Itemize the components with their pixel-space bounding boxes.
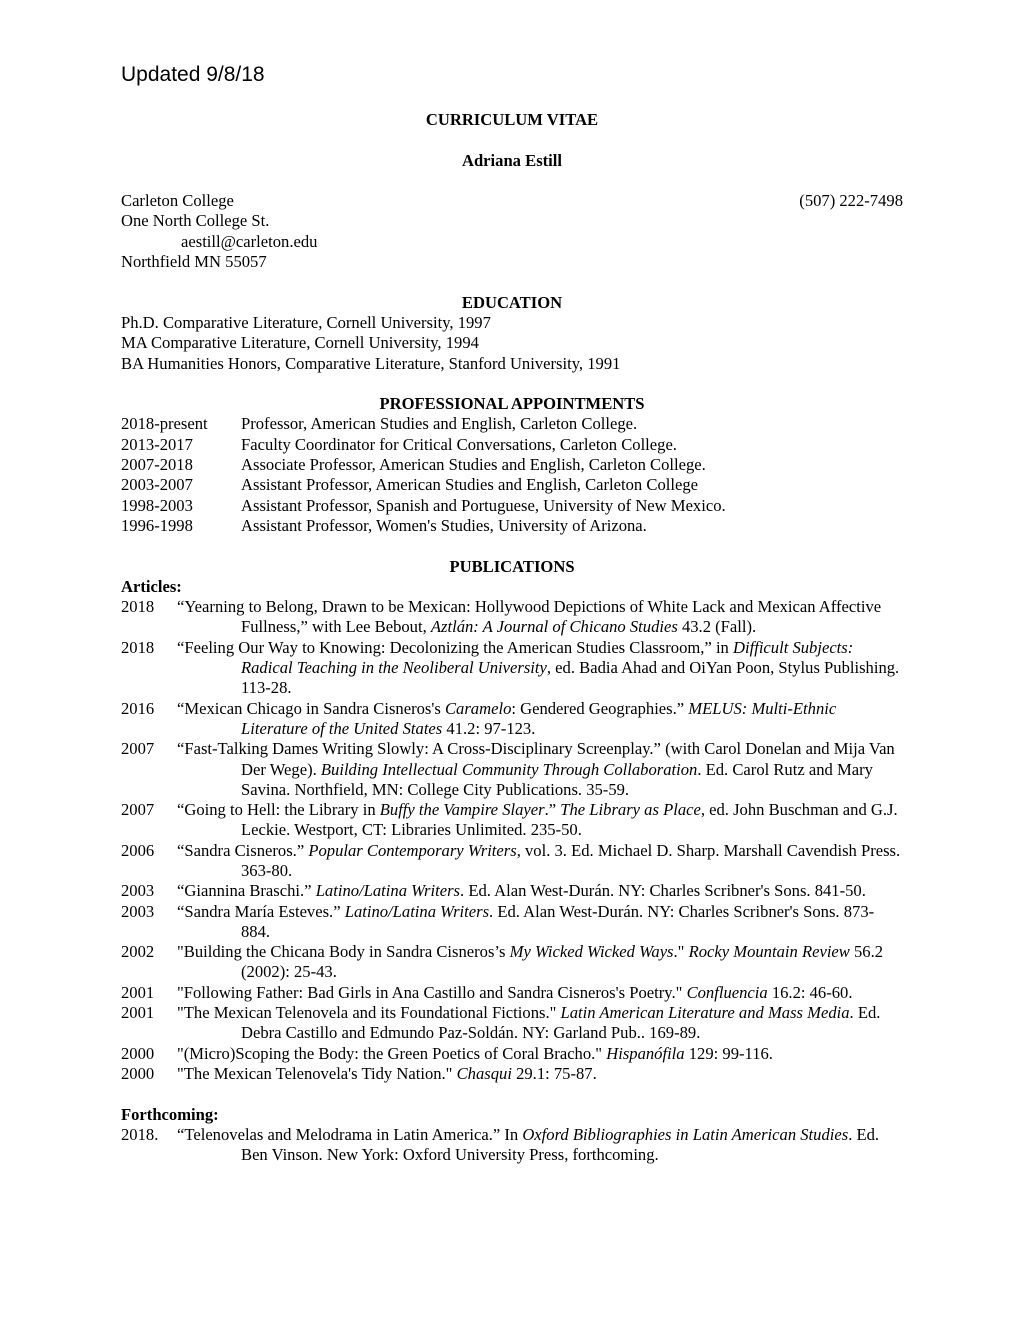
publication-year: 2007	[121, 739, 155, 759]
street-address: One North College St.	[121, 211, 270, 231]
publication-text: 41.2: 97-123.	[442, 718, 536, 738]
publication-venue: Chasqui	[456, 1063, 512, 1083]
forthcoming-label: Forthcoming:	[121, 1104, 219, 1124]
updated-date: Updated 9/8/18	[121, 63, 265, 86]
publication-text: .”	[544, 800, 561, 820]
publication-text: ."	[673, 942, 689, 962]
phone-number: (507) 222-7498	[799, 191, 903, 211]
appointment-row	[121, 496, 903, 516]
publication-venue: Popular Contemporary Writers	[308, 840, 517, 860]
appointment-description: Faculty Coordinator for Critical Conversations, Carleton College.	[241, 434, 677, 454]
publication-venue: Latin American Literature and Mass Media	[560, 1003, 850, 1023]
publication-text: : Gendered Geographies.”	[511, 698, 689, 718]
publication-year: 2000	[121, 1043, 155, 1063]
appointment-description: Professor, American Studies and English, Carleton College.	[241, 414, 638, 434]
publications-heading: PUBLICATIONS	[449, 556, 575, 576]
publication-entry	[121, 902, 903, 943]
publication-text: “Sandra María Esteves.”	[177, 901, 345, 921]
publication-text: , vol. 3. Ed. Michael D. Sharp. Marshall Cavendish Press. 363-80.	[241, 840, 901, 880]
document-title: CURRICULUM VITAE	[425, 110, 599, 129]
appointment-row	[121, 516, 903, 536]
publication-text: , ed. Badia Ahad and OiYan Poon, Stylus Publishing. 113-28.	[241, 658, 900, 698]
education-item: BA Humanities Honors, Comparative Literature, Stanford University, 1991	[121, 353, 621, 373]
publication-text: . Ed. Alan West-Durán. NY: Charles Scribner's Sons. 841-50.	[460, 881, 866, 901]
education-item: MA Comparative Literature, Cornell University, 1994	[121, 333, 479, 353]
publication-venue: My Wicked Wicked Ways	[509, 942, 674, 962]
education-list	[121, 313, 903, 374]
forthcoming-list	[121, 1125, 903, 1166]
publication-year: 2003	[121, 901, 155, 921]
publication-venue: Latino/Latina Writers	[315, 881, 461, 901]
publication-text: “Mexican Chicago in Sandra Cisneros's	[177, 698, 445, 718]
publication-text: 29.1: 75-87.	[511, 1063, 597, 1083]
publication-text: 16.2: 46-60.	[767, 982, 853, 1002]
publication-text: 129: 99-116.	[684, 1043, 773, 1063]
email-address: aestill@carleton.edu	[181, 231, 318, 251]
cv-document	[121, 110, 903, 1165]
publication-text: , ed. John Buschman and G.J. Leckie. Westport, CT: Libraries Unlimited. 235-50.	[241, 800, 898, 840]
appointment-years: 2007-2018	[121, 455, 193, 475]
publication-entry	[121, 942, 903, 983]
publication-entry	[121, 739, 903, 800]
articles-label: Articles:	[121, 576, 182, 596]
publication-year: 2007	[121, 800, 155, 820]
publication-year: 2001	[121, 982, 155, 1002]
publication-text: “Going to Hell: the Library in	[177, 800, 380, 820]
publication-entry	[121, 1125, 903, 1166]
publication-text: “Telenovelas and Melodrama in Latin America.” In	[177, 1124, 523, 1144]
appointment-row	[121, 455, 903, 475]
publication-text: "The Mexican Telenovela's Tidy Nation."	[177, 1063, 457, 1083]
publication-text: “Giannina Braschi.”	[177, 881, 316, 901]
appointment-description: Associate Professor, American Studies and English, Carleton College.	[241, 455, 706, 475]
publication-entry	[121, 1003, 903, 1044]
publication-text: “Sandra Cisneros.”	[177, 840, 309, 860]
publication-text: “Fast-Talking Dames Writing Slowly: A Cross-Disciplinary Screenplay.” (with Carol Donelan and Mija Van Der Wege).	[177, 739, 895, 779]
publication-venue: Difficult Subjects: Radical Teaching in the Neoliberal University	[241, 637, 854, 678]
author-name: Adriana Estill	[461, 150, 563, 170]
appointments-list	[121, 414, 903, 536]
publication-entry	[121, 638, 903, 699]
publication-entry	[121, 597, 903, 638]
publication-text: . Ed. Alan West-Durán. NY: Charles Scribner's Sons. 873-884.	[241, 901, 875, 941]
publication-text: "(Micro)Scoping the Body: the Green Poetics of Coral Bracho."	[177, 1043, 607, 1063]
education-item: Ph.D. Comparative Literature, Cornell University, 1997	[121, 312, 491, 332]
publication-venue: MELUS: Multi-Ethnic Literature of the United States	[241, 698, 837, 738]
publication-text: "Following Father: Bad Girls in Ana Castillo and Sandra Cisneros's Poetry."	[177, 982, 687, 1002]
publication-venue: Building Intellectual Community Through Collaboration	[320, 759, 698, 779]
appointment-years: 1998-2003	[121, 495, 193, 515]
publication-year: 2018	[121, 597, 155, 617]
contact-block	[121, 191, 903, 272]
appointment-description: Assistant Professor, Women's Studies, University of Arizona.	[241, 515, 647, 535]
publication-text: “Feeling Our Way to Knowing: Decolonizing the American Studies Classroom,” in	[177, 637, 733, 657]
publication-venue: Caramelo	[444, 698, 512, 718]
appointment-row	[121, 435, 903, 455]
publication-venue: Latino/Latina Writers	[344, 901, 490, 921]
publication-entry	[121, 1064, 903, 1084]
publication-year: 2016	[121, 698, 155, 718]
publication-entry	[121, 841, 903, 882]
publication-year: 2003	[121, 881, 155, 901]
appointment-description: Assistant Professor, Spanish and Portuguese, University of New Mexico.	[241, 495, 726, 515]
appointment-years: 2003-2007	[121, 475, 193, 495]
appointment-row	[121, 475, 903, 495]
appointment-years: 1996-1998	[121, 515, 193, 535]
publication-text: . Ed. Carol Rutz and Mary Savina. Northfield, MN: College City Publications. 35-59.	[241, 759, 873, 799]
publication-text: "The Mexican Telenovela and its Foundational Fictions."	[177, 1003, 561, 1023]
publication-venue: Buffy the Vampire Slayer	[379, 800, 545, 820]
publication-text: "Building the Chicana Body in Sandra Cisneros’s	[177, 942, 510, 962]
publication-entry	[121, 800, 903, 841]
appointment-description: Assistant Professor, American Studies and English, Carleton College	[241, 475, 698, 495]
publication-year: 2018	[121, 637, 155, 657]
publication-text: “Yearning to Belong, Drawn to be Mexican: Hollywood Depictions of White Lack and Mexican Affective Fullness,” with Lee Bebout,	[177, 597, 882, 637]
publication-venue: Hispanófila	[606, 1043, 685, 1063]
publication-venue: Aztlán: A Journal of Chicano Studies	[430, 617, 678, 637]
publication-text: 43.2 (Fall).	[677, 617, 757, 637]
appointments-heading: PROFESSIONAL APPOINTMENTS	[379, 394, 645, 414]
publication-venue: Oxford Bibliographies in Latin American Studies	[522, 1124, 849, 1144]
publication-entry	[121, 699, 903, 740]
publication-year: 2002	[121, 942, 155, 962]
publication-entry	[121, 1044, 903, 1064]
publication-venue: The Library as Place	[560, 800, 701, 820]
publication-year: 2001	[121, 1003, 155, 1023]
city-address: Northfield MN 55057	[121, 252, 267, 272]
publication-year: 2006	[121, 840, 155, 860]
publication-text: . Ed. Debra Castillo and Edmundo Paz-Soldán. NY: Garland Pub.. 169-89.	[241, 1003, 881, 1043]
publication-text: . Ed. Ben Vinson. New York: Oxford University Press, forthcoming.	[241, 1124, 880, 1165]
publication-entry	[121, 881, 903, 901]
education-heading: EDUCATION	[461, 292, 563, 312]
publication-year: 2000	[121, 1063, 155, 1083]
appointment-years: 2018-present	[121, 414, 208, 434]
institution: Carleton College	[121, 191, 234, 211]
appointment-row	[121, 414, 903, 434]
articles-list	[121, 597, 903, 1084]
publication-venue: Rocky Mountain Review	[688, 942, 850, 962]
publication-entry	[121, 983, 903, 1003]
publication-year: 2018.	[121, 1124, 159, 1144]
appointment-years: 2013-2017	[121, 434, 193, 454]
publication-text: 56.2 (2002): 25-43.	[241, 942, 884, 982]
publication-venue: Confluencia	[686, 982, 768, 1002]
